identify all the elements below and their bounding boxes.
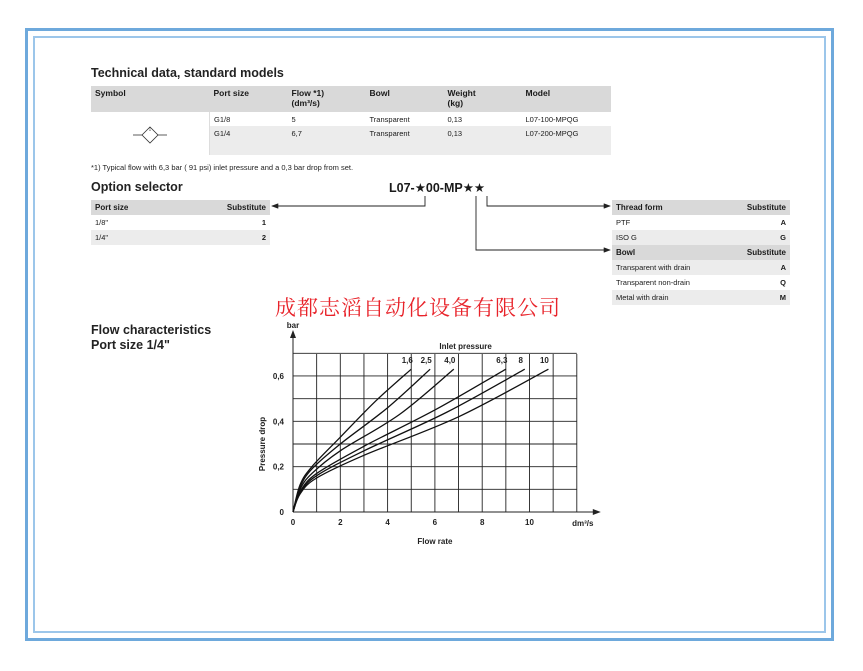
bowl-header: Bowl <box>612 245 725 260</box>
header-flow: Flow *1) (dm³/s) <box>288 86 366 112</box>
tech-data-title: Technical data, standard models <box>91 66 284 80</box>
header-bowl: Bowl <box>366 86 444 112</box>
x-axis-arrow-icon <box>593 509 601 515</box>
company-watermark: 成都志滔自动化设备有限公司 <box>275 296 561 320</box>
option-label: 1/8" <box>91 215 175 230</box>
bowl-substitute-header: Substitute <box>725 245 790 260</box>
x-unit-label: dm³/s <box>572 519 594 528</box>
series-label: 2,5 <box>420 356 432 366</box>
option-label: PTF <box>612 215 725 230</box>
cell-model: L07-200-MPQG <box>522 126 612 140</box>
cell-weight: 0,13 <box>444 126 522 140</box>
x-tick-label: 4 <box>385 518 390 527</box>
cell-bowl: Transparent <box>366 126 444 140</box>
option-value: M <box>725 290 790 305</box>
option-value: 2 <box>175 230 270 245</box>
series-line <box>293 369 430 512</box>
option-value: A <box>725 215 790 230</box>
y-tick-label: 0,6 <box>272 371 284 381</box>
option-label: 1/4" <box>91 230 175 245</box>
flow-title-line1: Flow characteristics <box>91 323 212 337</box>
y-axis-title: Pressure drop <box>258 416 267 472</box>
series-label: 1,6 <box>401 356 413 366</box>
option-value: 1 <box>175 215 270 230</box>
cell-port: G1/4 <box>210 126 288 140</box>
footnote: *1) Typical flow with 6,3 bar ( 91 psi) inlet pressure and a 0,3 bar drop from set. <box>91 163 354 172</box>
header-symbol: Symbol <box>91 86 210 112</box>
cell-flow: 5 <box>288 112 366 126</box>
cell-model: L07-100-MPQG <box>522 112 612 126</box>
option-selector-title: Option selector <box>91 180 183 194</box>
x-tick-label: 8 <box>479 518 485 527</box>
thread-substitute-header: Substitute <box>725 200 790 215</box>
thread-header: Thread form <box>612 200 725 215</box>
cell-weight: 0,13 <box>444 112 522 126</box>
series-label: 4,0 <box>444 356 456 366</box>
y-tick-label: 0 <box>279 508 284 517</box>
x-tick-label: 0 <box>290 518 296 527</box>
x-tick-label: 6 <box>432 518 438 527</box>
option-value: G <box>725 230 790 245</box>
option-label: Metal with drain <box>612 290 725 305</box>
port-header: Port size <box>91 200 175 215</box>
flow-title-line2: Port size 1/4" <box>91 338 170 352</box>
option-label: ISO G <box>612 230 725 245</box>
cell-bowl: Transparent <box>366 112 444 126</box>
option-label: Transparent non-drain <box>612 275 725 290</box>
series-label: 6,3 <box>496 356 508 366</box>
header-weight: Weight (kg) <box>444 86 522 112</box>
series-line <box>293 369 548 512</box>
y-unit-label: bar <box>286 321 300 330</box>
series-line <box>293 369 525 512</box>
option-label: Transparent with drain <box>612 260 725 275</box>
cell-flow: 6,7 <box>288 126 366 140</box>
x-axis-title: Flow rate <box>417 537 453 546</box>
y-tick-label: 0,2 <box>272 462 284 472</box>
option-value: A <box>725 260 790 275</box>
chart-series <box>293 369 548 512</box>
series-line <box>293 369 411 512</box>
y-axis-arrow-icon <box>290 330 296 338</box>
y-tick-label: 0,4 <box>272 417 284 427</box>
port-substitute-header: Substitute <box>175 200 270 215</box>
cell-port: G1/8 <box>210 112 288 126</box>
header-port: Port size <box>210 86 288 112</box>
series-label: 10 <box>539 356 549 366</box>
option-value: Q <box>725 275 790 290</box>
order-code: L07-★00-MP★★ <box>389 181 486 195</box>
x-tick-label: 2 <box>338 518 343 527</box>
x-tick-label: 10 <box>525 518 534 527</box>
series-label: 8 <box>518 356 523 366</box>
header-model: Model <box>522 86 612 112</box>
chart-title: Inlet pressure <box>439 342 492 351</box>
